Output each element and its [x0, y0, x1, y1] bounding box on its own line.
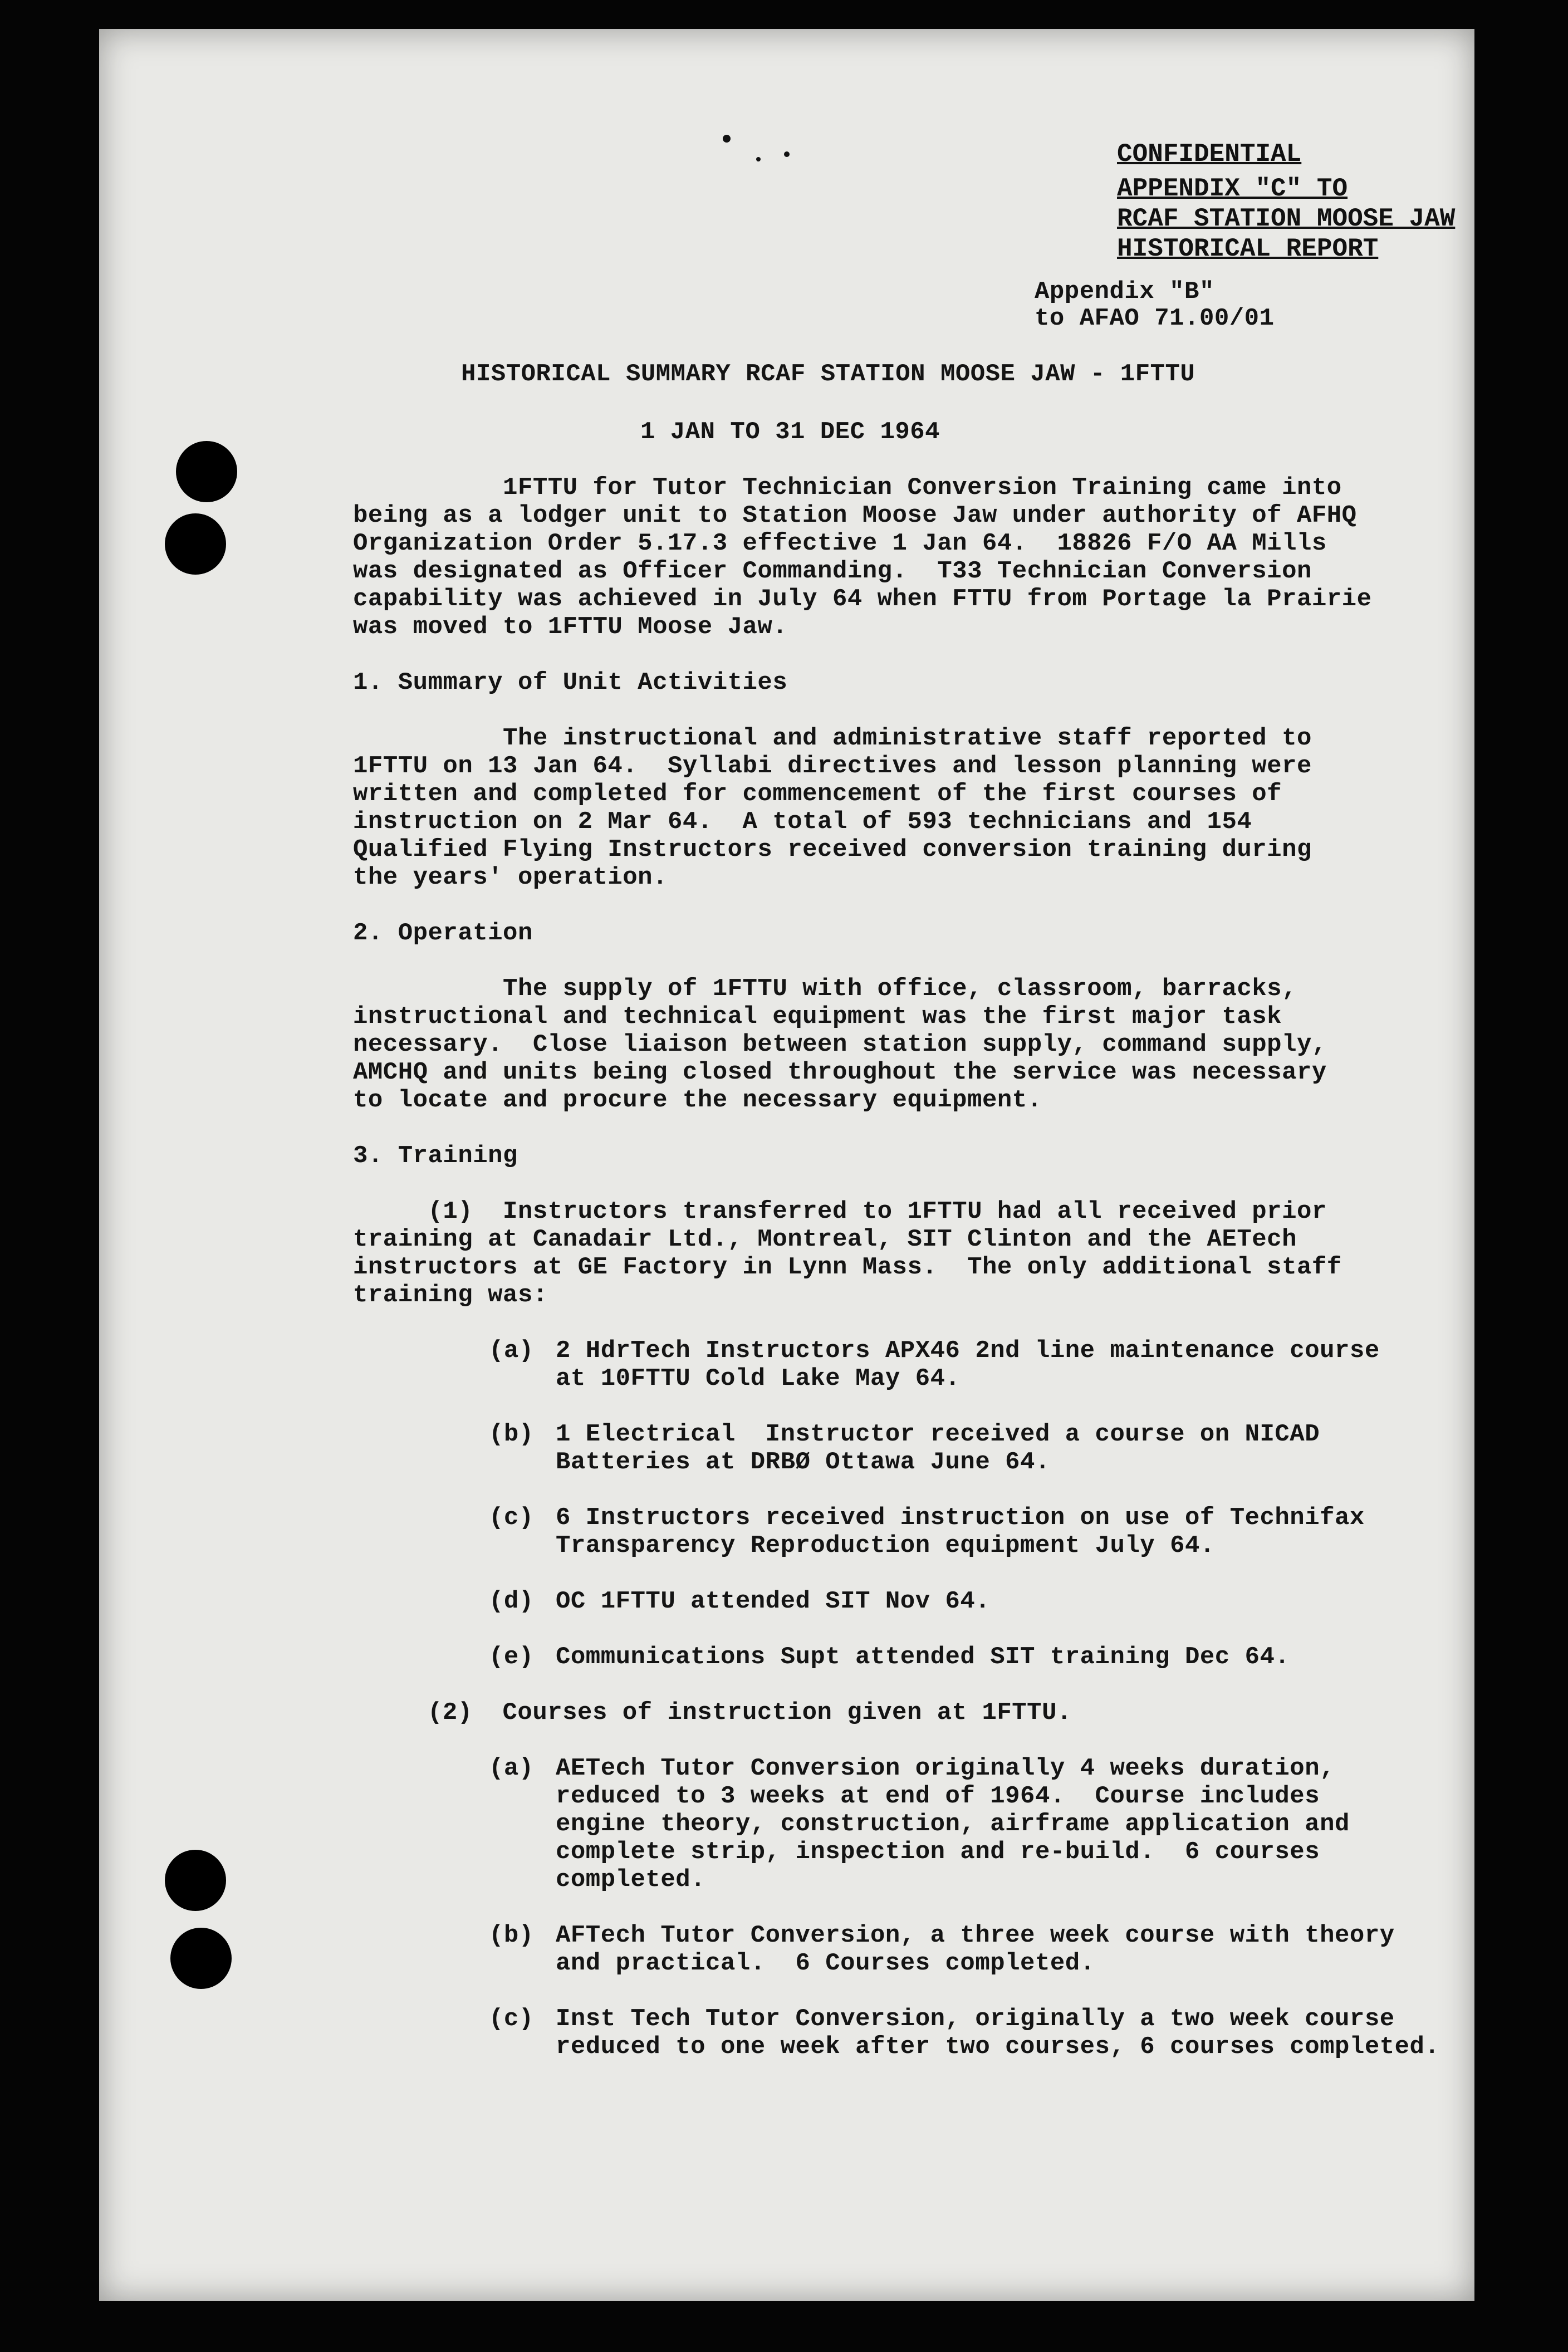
section-line: necessary. Close liaison between station supply, command supply, — [353, 1031, 1327, 1059]
list-item-label: (b) — [489, 1420, 534, 1448]
intro-line: Organization Order 5.17.3 effective 1 Jan 64. 18826 F/O AA Mills — [353, 530, 1327, 557]
list-item-label: (d) — [489, 1587, 534, 1615]
punch-hole-1 — [176, 441, 237, 502]
confidential-stamp: CONFIDENTIAL — [1117, 140, 1302, 169]
punch-hole-3 — [165, 1850, 226, 1911]
intro-line: 1FTTU for Tutor Technician Conversion Training came into — [353, 474, 1342, 502]
list-item-label: (b) — [489, 1922, 534, 1949]
section-heading: 3. Training — [353, 1142, 518, 1170]
section-line: written and completed for commencement of the first courses of — [353, 780, 1282, 808]
scan-speck — [784, 151, 790, 157]
section-line: (1) Instructors transferred to 1FTTU had all received prior — [353, 1198, 1327, 1226]
list-item-text: Transparency Reproduction equipment July 64. — [556, 1532, 1215, 1560]
stamp-appendix: APPENDIX "C" TO — [1117, 174, 1348, 203]
scan-speck — [723, 135, 731, 143]
list-item-text: AFTech Tutor Conversion, a three week course with theory — [556, 1922, 1395, 1949]
appendix-reference-1: Appendix "B" — [1035, 278, 1214, 306]
list-item-text: Inst Tech Tutor Conversion, originally a two week course — [556, 2005, 1395, 2033]
list-item-text: OC 1FTTU attended SIT Nov 64. — [556, 1587, 991, 1615]
list-item-text: reduced to one week after two courses, 6 courses completed. — [556, 2033, 1440, 2061]
list-item-text: Batteries at DRBØ Ottawa June 64. — [556, 1448, 1050, 1476]
list-item-text: complete strip, inspection and re-build. 6 courses — [556, 1838, 1320, 1866]
stamp-station: RCAF STATION MOOSE JAW — [1117, 204, 1456, 233]
list-item-label: (c) — [489, 1504, 534, 1532]
list-item-text: at 10FTTU Cold Lake May 64. — [556, 1365, 961, 1393]
punch-hole-2 — [165, 513, 226, 575]
list-item-label: (a) — [489, 1755, 534, 1782]
section-line: instructional and technical equipment was the first major task — [353, 1003, 1282, 1031]
document-title: HISTORICAL SUMMARY RCAF STATION MOOSE JAW - 1FTTU — [461, 360, 1195, 388]
date-range: 1 JAN TO 31 DEC 1964 — [640, 418, 940, 446]
section-line: the years' operation. — [353, 864, 668, 891]
appendix-reference-2: to AFAO 71.00/01 — [1035, 305, 1275, 332]
list-item-text: Communications Supt attended SIT training Dec 64. — [556, 1643, 1290, 1671]
list-item-text: and practical. 6 Courses completed. — [556, 1949, 1095, 1977]
list-item-text: 6 Instructors received instruction on use of Technifax — [556, 1504, 1365, 1532]
list-item-label: (e) — [489, 1643, 534, 1671]
list-item-text: 1 Electrical Instructor received a course on NICAD — [556, 1420, 1320, 1448]
section-line: to locate and procure the necessary equipment. — [353, 1086, 1042, 1114]
list-item-label: (c) — [489, 2005, 534, 2033]
stamp-historical: HISTORICAL REPORT — [1117, 234, 1379, 263]
punch-hole-4 — [170, 1928, 232, 1989]
section-line: instructors at GE Factory in Lynn Mass. The only additional staff — [353, 1253, 1342, 1281]
intro-line: being as a lodger unit to Station Moose Jaw under authority of AFHQ — [353, 502, 1357, 530]
intro-line: was moved to 1FTTU Moose Jaw. — [353, 613, 788, 641]
section-heading: 1. Summary of Unit Activities — [353, 669, 788, 697]
section-heading: 2. Operation — [353, 919, 533, 947]
list-item-text: AETech Tutor Conversion originally 4 weeks duration, — [556, 1755, 1335, 1782]
list-item-text: completed. — [556, 1866, 706, 1894]
section-line: The supply of 1FTTU with office, classroom, barracks, — [353, 975, 1297, 1003]
list-item-text: engine theory, construction, airframe application and — [556, 1810, 1350, 1838]
document-page — [99, 29, 1474, 2301]
subsection-heading: (2) Courses of instruction given at 1FTTU. — [428, 1699, 1072, 1727]
intro-line: was designated as Officer Commanding. T33 Technician Conversion — [353, 557, 1312, 585]
section-line: AMCHQ and units being closed throughout the service was necessary — [353, 1059, 1327, 1086]
list-item-label: (a) — [489, 1337, 534, 1365]
list-item-text: 2 HdrTech Instructors APX46 2nd line maintenance course — [556, 1337, 1380, 1365]
list-item-text: reduced to 3 weeks at end of 1964. Course includes — [556, 1782, 1320, 1810]
section-line: training at Canadair Ltd., Montreal, SIT Clinton and the AETech — [353, 1226, 1297, 1253]
section-line: instruction on 2 Mar 64. A total of 593 technicians and 154 — [353, 808, 1252, 836]
section-line: Qualified Flying Instructors received conversion training during — [353, 836, 1312, 864]
section-line: 1FTTU on 13 Jan 64. Syllabi directives and lesson planning were — [353, 752, 1312, 780]
intro-line: capability was achieved in July 64 when FTTU from Portage la Prairie — [353, 585, 1372, 613]
section-line: The instructional and administrative staff reported to — [353, 724, 1312, 752]
section-line: training was: — [353, 1281, 548, 1309]
scan-speck — [756, 157, 761, 161]
